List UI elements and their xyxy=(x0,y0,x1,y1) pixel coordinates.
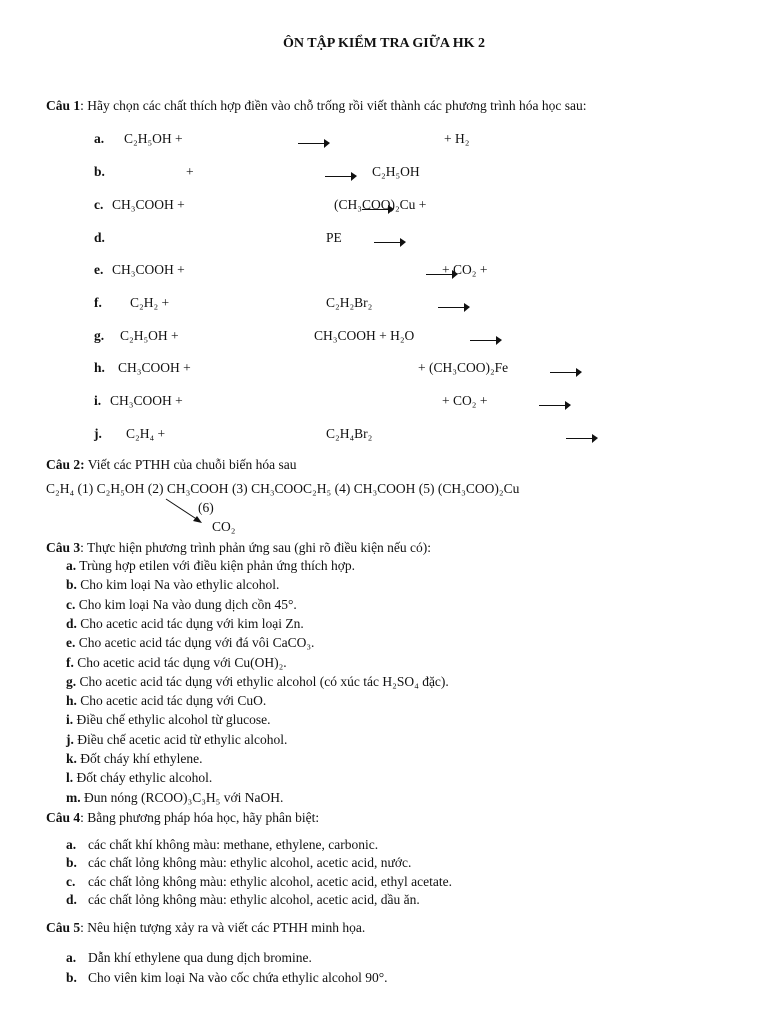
q1-item-products: + (CH₃COO)₂Fe xyxy=(418,360,509,375)
q1-item-reactants: C₂H₂ + xyxy=(130,295,170,310)
question-5-text: : Nêu hiện tượng xảy ra và viết các PTHH minh họa. xyxy=(80,920,366,935)
chain-compound-1: C₂H₄ xyxy=(46,481,75,496)
reaction-arrow xyxy=(374,238,406,248)
q3-item-text: Cho acetic acid tác dụng với CuO. xyxy=(76,693,267,709)
q1-item-letter: e. xyxy=(94,262,104,277)
question-5-heading xyxy=(46,920,365,936)
q1-item-products: C₂H₂Br₂ xyxy=(326,295,373,310)
chain-compound-2: C₂H₅OH xyxy=(96,481,145,496)
question-3-text: : Thực hiện phương trình phản ứng sau (ghi rõ điều kiện nếu có): xyxy=(80,540,432,555)
chain-step-3: (3) xyxy=(231,481,248,496)
question-2-heading xyxy=(46,457,297,473)
q3-item xyxy=(66,712,271,728)
q3-item xyxy=(66,770,212,786)
branch-product: CO₂ xyxy=(212,519,236,534)
q1-item-products: CH₃COOH + H₂O xyxy=(314,328,415,343)
q1-item-letter: b. xyxy=(94,164,105,179)
q3-item-text: Trùng hợp etilen với điều kiện phản ứng thích hợp. xyxy=(76,558,355,573)
q3-item xyxy=(66,693,266,709)
q1-item-reactants: C₂H₅OH + xyxy=(120,328,179,343)
q3-item-text: Cho acetic acid tác dụng với đá vôi CaCO₃. xyxy=(75,635,315,651)
q5-item xyxy=(66,970,388,986)
q3-item xyxy=(66,732,287,748)
q3-item-text: Cho acetic acid tác dụng với Cu(OH)₂. xyxy=(73,654,287,670)
q1-item-products: C₂H₅OH xyxy=(372,164,420,179)
q5-item-text: Cho viên kim loại Na vào cốc chứa ethylic alcohol 90°. xyxy=(88,970,388,985)
q1-item-reactants: C₂H₅OH + xyxy=(124,131,183,146)
q1-item-reactants: CH₃COOH + xyxy=(118,360,191,375)
q3-item-letter: k. xyxy=(66,751,77,766)
q3-item-letter: e. xyxy=(66,635,76,651)
page-title: ÔN TẬP KIỂM TRA GIỮA HK 2 xyxy=(283,36,485,51)
question-3-label: Câu 3 xyxy=(46,540,81,555)
q3-item-text: Đốt cháy ethylic alcohol. xyxy=(73,770,213,786)
chain-step-5: (5) xyxy=(418,481,435,496)
chain-compound-5: CH₃COOH xyxy=(353,481,416,496)
q1-item-products: PE xyxy=(326,230,342,245)
chain-arrow-5 xyxy=(419,481,435,496)
q1-item-letter: a. xyxy=(94,131,105,146)
question-1-label: Câu 1 xyxy=(46,98,81,113)
question-4-heading xyxy=(46,810,319,826)
reaction-arrow xyxy=(550,368,582,378)
q1-item-letter: i. xyxy=(94,393,102,408)
q1-item-letter: f. xyxy=(94,295,102,310)
reaction-arrow xyxy=(325,172,357,182)
q3-item-text: Đun nóng (RCOO)₃C₃H₅ với NaOH. xyxy=(80,789,284,805)
q1-item-reactants: CH₃COOH + xyxy=(112,197,185,212)
q3-item-text: Cho kim loại Na vào dung dịch cồn 45°. xyxy=(75,596,297,612)
q3-item xyxy=(66,635,314,651)
q1-item-letter: c. xyxy=(94,197,104,212)
q4-item-letter: d. xyxy=(66,891,77,907)
q1-item-letter: d. xyxy=(94,230,105,245)
question-2-label: Câu 2: xyxy=(46,457,85,472)
q1-item-letter: g. xyxy=(94,328,105,343)
reaction-arrow xyxy=(566,434,598,444)
question-4-label: Câu 4 xyxy=(46,810,81,825)
q3-item-text: Cho kim loại Na vào ethylic alcohol. xyxy=(76,577,280,593)
chain-arrow-2 xyxy=(148,481,164,496)
q3-item-letter: m. xyxy=(66,789,81,805)
q1-item-reactants: CH₃COOH + xyxy=(112,262,185,277)
q3-item-letter: c. xyxy=(66,596,76,612)
chain-arrow-4 xyxy=(335,481,351,496)
q3-item xyxy=(66,790,283,806)
q1-item-products: + CO₂ + xyxy=(442,262,488,277)
q3-item xyxy=(66,655,287,671)
chain-arrow-3 xyxy=(232,481,248,496)
q3-item-letter: d. xyxy=(66,615,77,631)
q3-item xyxy=(66,616,304,632)
q3-item-text: Điều chế ethylic alcohol từ glucose. xyxy=(73,712,271,728)
reaction-arrow xyxy=(539,401,571,411)
q1-item-letter: j. xyxy=(94,426,102,441)
branch-step: (6) xyxy=(198,500,214,515)
q1-item-products: + H₂ xyxy=(444,131,470,146)
reaction-arrow xyxy=(470,336,502,346)
reaction-arrow xyxy=(298,139,330,149)
q3-item-letter: a. xyxy=(66,558,77,573)
q4-item-letter: b. xyxy=(66,855,77,871)
q3-item xyxy=(66,751,202,767)
q4-item-text: các chất lỏng không màu: ethylic alcohol, acetic acid, nước. xyxy=(88,855,412,871)
q3-item xyxy=(66,674,449,690)
q3-item-letter: f. xyxy=(66,654,74,670)
q3-item-text: Đốt cháy khí ethylene. xyxy=(76,751,203,766)
chain-compound-6: (CH₃COO)₂Cu xyxy=(437,481,520,496)
q3-item-text: Điều chế acetic acid từ ethylic alcohol. xyxy=(73,731,288,747)
q3-item-letter: l. xyxy=(66,770,74,786)
q5-item-letter: b. xyxy=(66,970,77,985)
q4-item xyxy=(66,873,452,890)
q4-item-text: các chất lỏng không màu: ethylic alcohol, acetic acid, ethyl acetate. xyxy=(88,873,452,889)
q4-item xyxy=(66,891,420,908)
q4-item-letter: a. xyxy=(66,837,77,852)
q4-item xyxy=(66,855,412,871)
reaction-arrow xyxy=(438,303,470,313)
chain-step-2: (2) xyxy=(147,481,164,496)
q3-item-letter: g. xyxy=(66,673,77,689)
q4-item-text: các chất lỏng không màu: ethylic alcohol, acetic acid, dầu ăn. xyxy=(88,891,420,907)
question-4-text: : Bằng phương pháp hóa học, hãy phân biệt: xyxy=(80,810,320,825)
question-2-text: Viết các PTHH của chuỗi biến hóa sau xyxy=(84,457,297,472)
chain-compound-3: CH₃COOH xyxy=(166,481,229,496)
reaction-chain xyxy=(46,481,519,497)
q3-item xyxy=(66,558,355,574)
chain-compound-4: CH₃COOC₂H₅ xyxy=(251,481,332,496)
q3-item-letter: i. xyxy=(66,712,74,728)
q1-item-reactants: CH₃COOH + xyxy=(110,393,183,408)
q1-item-products: C₂H₄Br₂ xyxy=(326,426,373,441)
q3-item-letter: j. xyxy=(66,731,74,747)
q3-item-text: Cho acetic acid tác dụng với ethylic alcohol (có xúc tác H₂SO₄ đặc). xyxy=(76,673,449,689)
q3-item-letter: b. xyxy=(66,577,77,593)
q1-item-products: (CH₃COO)₂Cu + xyxy=(334,197,427,212)
q4-item-text: các chất khí không màu: methane, ethylene, carbonic. xyxy=(88,837,379,852)
q3-item-text: Cho acetic acid tác dụng với kim loại Zn. xyxy=(76,615,304,631)
q1-item-letter: h. xyxy=(94,360,105,375)
question-1-text: : Hãy chọn các chất thích hợp điền vào chỗ trống rồi viết thành các phương trình hóa học sau: xyxy=(80,98,587,113)
question-5-label: Câu 5 xyxy=(46,920,81,935)
q3-item xyxy=(66,597,297,613)
q1-item-products: + CO₂ + xyxy=(442,393,488,408)
chain-arrow-1 xyxy=(78,481,94,496)
q1-item-reactants: + xyxy=(186,164,194,179)
q5-item-text: Dẫn khí ethylene qua dung dịch bromine. xyxy=(88,950,312,965)
q1-item-reactants: C₂H₄ + xyxy=(126,426,166,441)
q5-item-letter: a. xyxy=(66,950,77,965)
chain-step-4: (4) xyxy=(334,481,351,496)
q3-item xyxy=(66,577,279,593)
question-1-heading xyxy=(46,98,586,114)
q3-item-letter: h. xyxy=(66,693,77,709)
q4-item-letter: c. xyxy=(66,873,76,889)
q5-item xyxy=(66,950,312,966)
chain-step-1: (1) xyxy=(77,481,94,496)
q4-item xyxy=(66,837,379,853)
question-3-heading xyxy=(46,540,431,556)
